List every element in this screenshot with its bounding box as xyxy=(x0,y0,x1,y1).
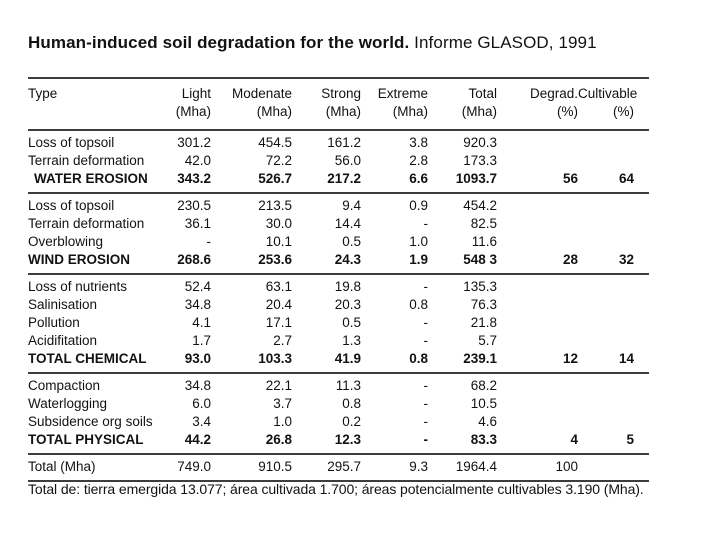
column-subheader: (Mha) xyxy=(256,104,292,119)
value-cell: 24.3 xyxy=(334,252,361,267)
row-label: TOTAL PHYSICAL xyxy=(28,432,144,447)
table-section-grand-total xyxy=(28,454,649,481)
value-cell: 213.5 xyxy=(258,198,292,213)
column-subheader: (Mha) xyxy=(175,104,211,119)
value-cell: 135.3 xyxy=(463,279,497,294)
value-cell xyxy=(578,395,649,413)
row-label: Loss of topsoil xyxy=(28,135,115,150)
column-header: Total xyxy=(468,86,497,101)
value-cell: 72.2 xyxy=(265,153,292,168)
value-cell xyxy=(578,152,649,170)
value-cell: 52.4 xyxy=(184,279,211,294)
column-header: Cultivable xyxy=(578,86,638,101)
column-header: Modenate xyxy=(231,86,292,101)
table-section-chemical xyxy=(28,274,649,373)
value-cell: 161.2 xyxy=(327,135,361,150)
value-cell: 19.8 xyxy=(334,279,361,294)
value-cell: - xyxy=(206,234,211,249)
value-cell xyxy=(578,296,649,314)
table-row xyxy=(28,373,649,395)
value-cell xyxy=(497,233,578,251)
value-cell: 526.7 xyxy=(258,171,292,186)
value-cell: 9.3 xyxy=(409,459,428,474)
value-cell: 93.0 xyxy=(184,351,211,366)
row-label: Acidifitation xyxy=(28,333,98,348)
value-cell: 11.6 xyxy=(471,234,497,249)
table-row xyxy=(28,274,649,296)
row-label: Compaction xyxy=(28,378,101,393)
column-header: Type xyxy=(28,86,58,101)
value-cell: 301.2 xyxy=(177,135,211,150)
value-cell: 68.2 xyxy=(470,378,497,393)
value-cell: 30.0 xyxy=(265,216,292,231)
row-label: Pollution xyxy=(28,315,80,330)
value-cell: 3.8 xyxy=(409,135,428,150)
value-cell: 268.6 xyxy=(177,252,211,267)
value-cell: - xyxy=(423,333,428,348)
table-row xyxy=(28,332,649,350)
value-cell: 2.7 xyxy=(273,333,292,348)
value-cell: 0.9 xyxy=(409,198,428,213)
row-label: Salinisation xyxy=(28,297,98,312)
column-subheader: (Mha) xyxy=(461,104,497,119)
value-cell: 10.1 xyxy=(265,234,292,249)
value-cell: 20.4 xyxy=(265,297,292,312)
table-row xyxy=(28,454,649,481)
value-cell xyxy=(578,454,649,481)
value-cell: 32 xyxy=(618,252,634,267)
value-cell: 0.5 xyxy=(342,234,361,249)
value-cell: 76.3 xyxy=(470,297,497,312)
value-cell: 28 xyxy=(562,252,578,267)
row-label: Total (Mha) xyxy=(28,459,96,474)
value-cell: 82.5 xyxy=(470,216,497,231)
value-cell: 100 xyxy=(555,459,578,474)
table-section-wind-erosion xyxy=(28,193,649,274)
value-cell: 21.8 xyxy=(470,315,497,330)
value-cell: - xyxy=(423,378,428,393)
value-cell xyxy=(497,373,578,395)
row-label: Terrain deformation xyxy=(28,153,145,168)
title-main: Human-induced soil degradation for the world. xyxy=(28,33,410,52)
column-header: Strong xyxy=(321,86,361,101)
value-cell: 5.7 xyxy=(478,333,497,348)
table-row xyxy=(28,193,649,215)
row-label: Overblowing xyxy=(28,234,104,249)
value-cell: 3.4 xyxy=(192,414,211,429)
value-cell: 1964.4 xyxy=(455,459,497,474)
value-cell: 230.5 xyxy=(177,198,211,213)
column-subheader: (%) xyxy=(613,104,634,119)
header-row-units xyxy=(28,103,649,130)
value-cell: 0.2 xyxy=(342,414,361,429)
value-cell: 34.8 xyxy=(184,378,211,393)
value-cell: 4.1 xyxy=(192,315,211,330)
value-cell: 4 xyxy=(570,432,578,447)
value-cell xyxy=(497,332,578,350)
value-cell xyxy=(578,314,649,332)
value-cell: 0.5 xyxy=(342,315,361,330)
value-cell xyxy=(578,130,649,152)
value-cell: 749.0 xyxy=(177,459,211,474)
value-cell xyxy=(497,193,578,215)
value-cell xyxy=(497,395,578,413)
value-cell: 1.3 xyxy=(342,333,361,348)
value-cell xyxy=(497,413,578,431)
row-label: Waterlogging xyxy=(28,396,108,411)
column-subheader xyxy=(28,103,156,130)
value-cell: - xyxy=(423,279,428,294)
value-cell: 6.0 xyxy=(192,396,211,411)
column-subheader: (Mha) xyxy=(325,104,361,119)
degradation-table xyxy=(28,77,649,482)
table-row xyxy=(28,233,649,251)
table-row xyxy=(28,431,649,454)
value-cell: 5 xyxy=(626,432,634,447)
header-row-labels xyxy=(28,78,649,103)
table-row xyxy=(28,413,649,431)
table-row xyxy=(28,215,649,233)
value-cell: 56 xyxy=(562,171,578,186)
value-cell: - xyxy=(423,432,428,447)
value-cell: 11.3 xyxy=(335,378,361,393)
value-cell: 1.7 xyxy=(192,333,211,348)
value-cell: 9.4 xyxy=(342,198,361,213)
value-cell: - xyxy=(423,216,428,231)
value-cell: 64 xyxy=(618,171,634,186)
value-cell xyxy=(497,274,578,296)
value-cell: 253.6 xyxy=(258,252,292,267)
value-cell xyxy=(497,215,578,233)
value-cell: 17.1 xyxy=(265,315,292,330)
value-cell: 0.8 xyxy=(409,297,428,312)
value-cell: 103.3 xyxy=(258,351,292,366)
value-cell: 217.2 xyxy=(327,171,361,186)
row-label: Terrain deformation xyxy=(28,216,145,231)
value-cell: 239.1 xyxy=(463,351,497,366)
value-cell: 454.2 xyxy=(463,198,497,213)
value-cell: 26.8 xyxy=(265,432,292,447)
value-cell: - xyxy=(423,396,428,411)
row-label: WATER EROSION xyxy=(34,171,148,186)
title-source: Informe GLASOD, 1991 xyxy=(409,33,597,52)
value-cell xyxy=(578,233,649,251)
value-cell: 12 xyxy=(562,351,578,366)
value-cell xyxy=(578,332,649,350)
value-cell xyxy=(578,373,649,395)
value-cell xyxy=(497,152,578,170)
table-section-water-erosion xyxy=(28,130,649,193)
value-cell: 83.3 xyxy=(470,432,497,447)
value-cell: 6.6 xyxy=(409,171,428,186)
column-header: Degrad. xyxy=(529,86,578,101)
value-cell xyxy=(497,314,578,332)
footnote: Total de: tierra emergida 13.077; área cultivada 1.700; áreas potencialmente cultivables 3.190 (Mha). xyxy=(28,481,644,497)
table-section-physical xyxy=(28,373,649,454)
table-row xyxy=(28,170,649,193)
value-cell: - xyxy=(423,414,428,429)
value-cell: 1.0 xyxy=(273,414,292,429)
value-cell: 56.0 xyxy=(334,153,361,168)
page-title xyxy=(28,33,597,53)
table-row xyxy=(28,251,649,274)
value-cell: 343.2 xyxy=(177,171,211,186)
value-cell: 22.1 xyxy=(265,378,292,393)
value-cell: 34.8 xyxy=(184,297,211,312)
value-cell: 42.0 xyxy=(184,153,211,168)
value-cell xyxy=(497,296,578,314)
row-label: TOTAL CHEMICAL xyxy=(28,351,147,366)
table-row xyxy=(28,395,649,413)
value-cell: 454.5 xyxy=(258,135,292,150)
value-cell: 1.9 xyxy=(409,252,428,267)
table-row xyxy=(28,152,649,170)
row-label: Loss of nutrients xyxy=(28,279,128,294)
value-cell: 920.3 xyxy=(463,135,497,150)
value-cell: 0.8 xyxy=(409,351,428,366)
value-cell: 3.7 xyxy=(273,396,292,411)
table-header xyxy=(28,78,649,130)
column-subheader: (%) xyxy=(557,104,578,119)
value-cell: 44.2 xyxy=(184,432,211,447)
row-label: WIND EROSION xyxy=(28,252,131,267)
value-cell: 1093.7 xyxy=(455,171,497,186)
value-cell: 295.7 xyxy=(327,459,361,474)
value-cell: 548 3 xyxy=(463,252,497,267)
value-cell: 63.1 xyxy=(265,279,292,294)
value-cell: 20.3 xyxy=(334,297,361,312)
value-cell: 14 xyxy=(618,351,634,366)
column-header: Light xyxy=(181,86,211,101)
value-cell: 41.9 xyxy=(334,351,361,366)
column-subheader: (Mha) xyxy=(392,104,428,119)
row-label: Subsidence org soils xyxy=(28,414,153,429)
value-cell: - xyxy=(423,315,428,330)
value-cell xyxy=(578,215,649,233)
table-row xyxy=(28,130,649,152)
value-cell: 910.5 xyxy=(258,459,292,474)
value-cell: 14.4 xyxy=(334,216,361,231)
column-header: Extreme xyxy=(377,86,428,101)
table-row xyxy=(28,314,649,332)
value-cell: 12.3 xyxy=(334,432,361,447)
value-cell: 4.6 xyxy=(478,414,497,429)
table-row xyxy=(28,350,649,373)
value-cell: 0.8 xyxy=(342,396,361,411)
value-cell xyxy=(578,274,649,296)
row-label: Loss of topsoil xyxy=(28,198,115,213)
table-row xyxy=(28,296,649,314)
value-cell: 2.8 xyxy=(409,153,428,168)
value-cell xyxy=(578,413,649,431)
value-cell xyxy=(578,193,649,215)
value-cell: 1.0 xyxy=(409,234,428,249)
value-cell xyxy=(497,130,578,152)
value-cell: 36.1 xyxy=(184,216,211,231)
value-cell: 173.3 xyxy=(463,153,497,168)
value-cell: 10.5 xyxy=(470,396,497,411)
